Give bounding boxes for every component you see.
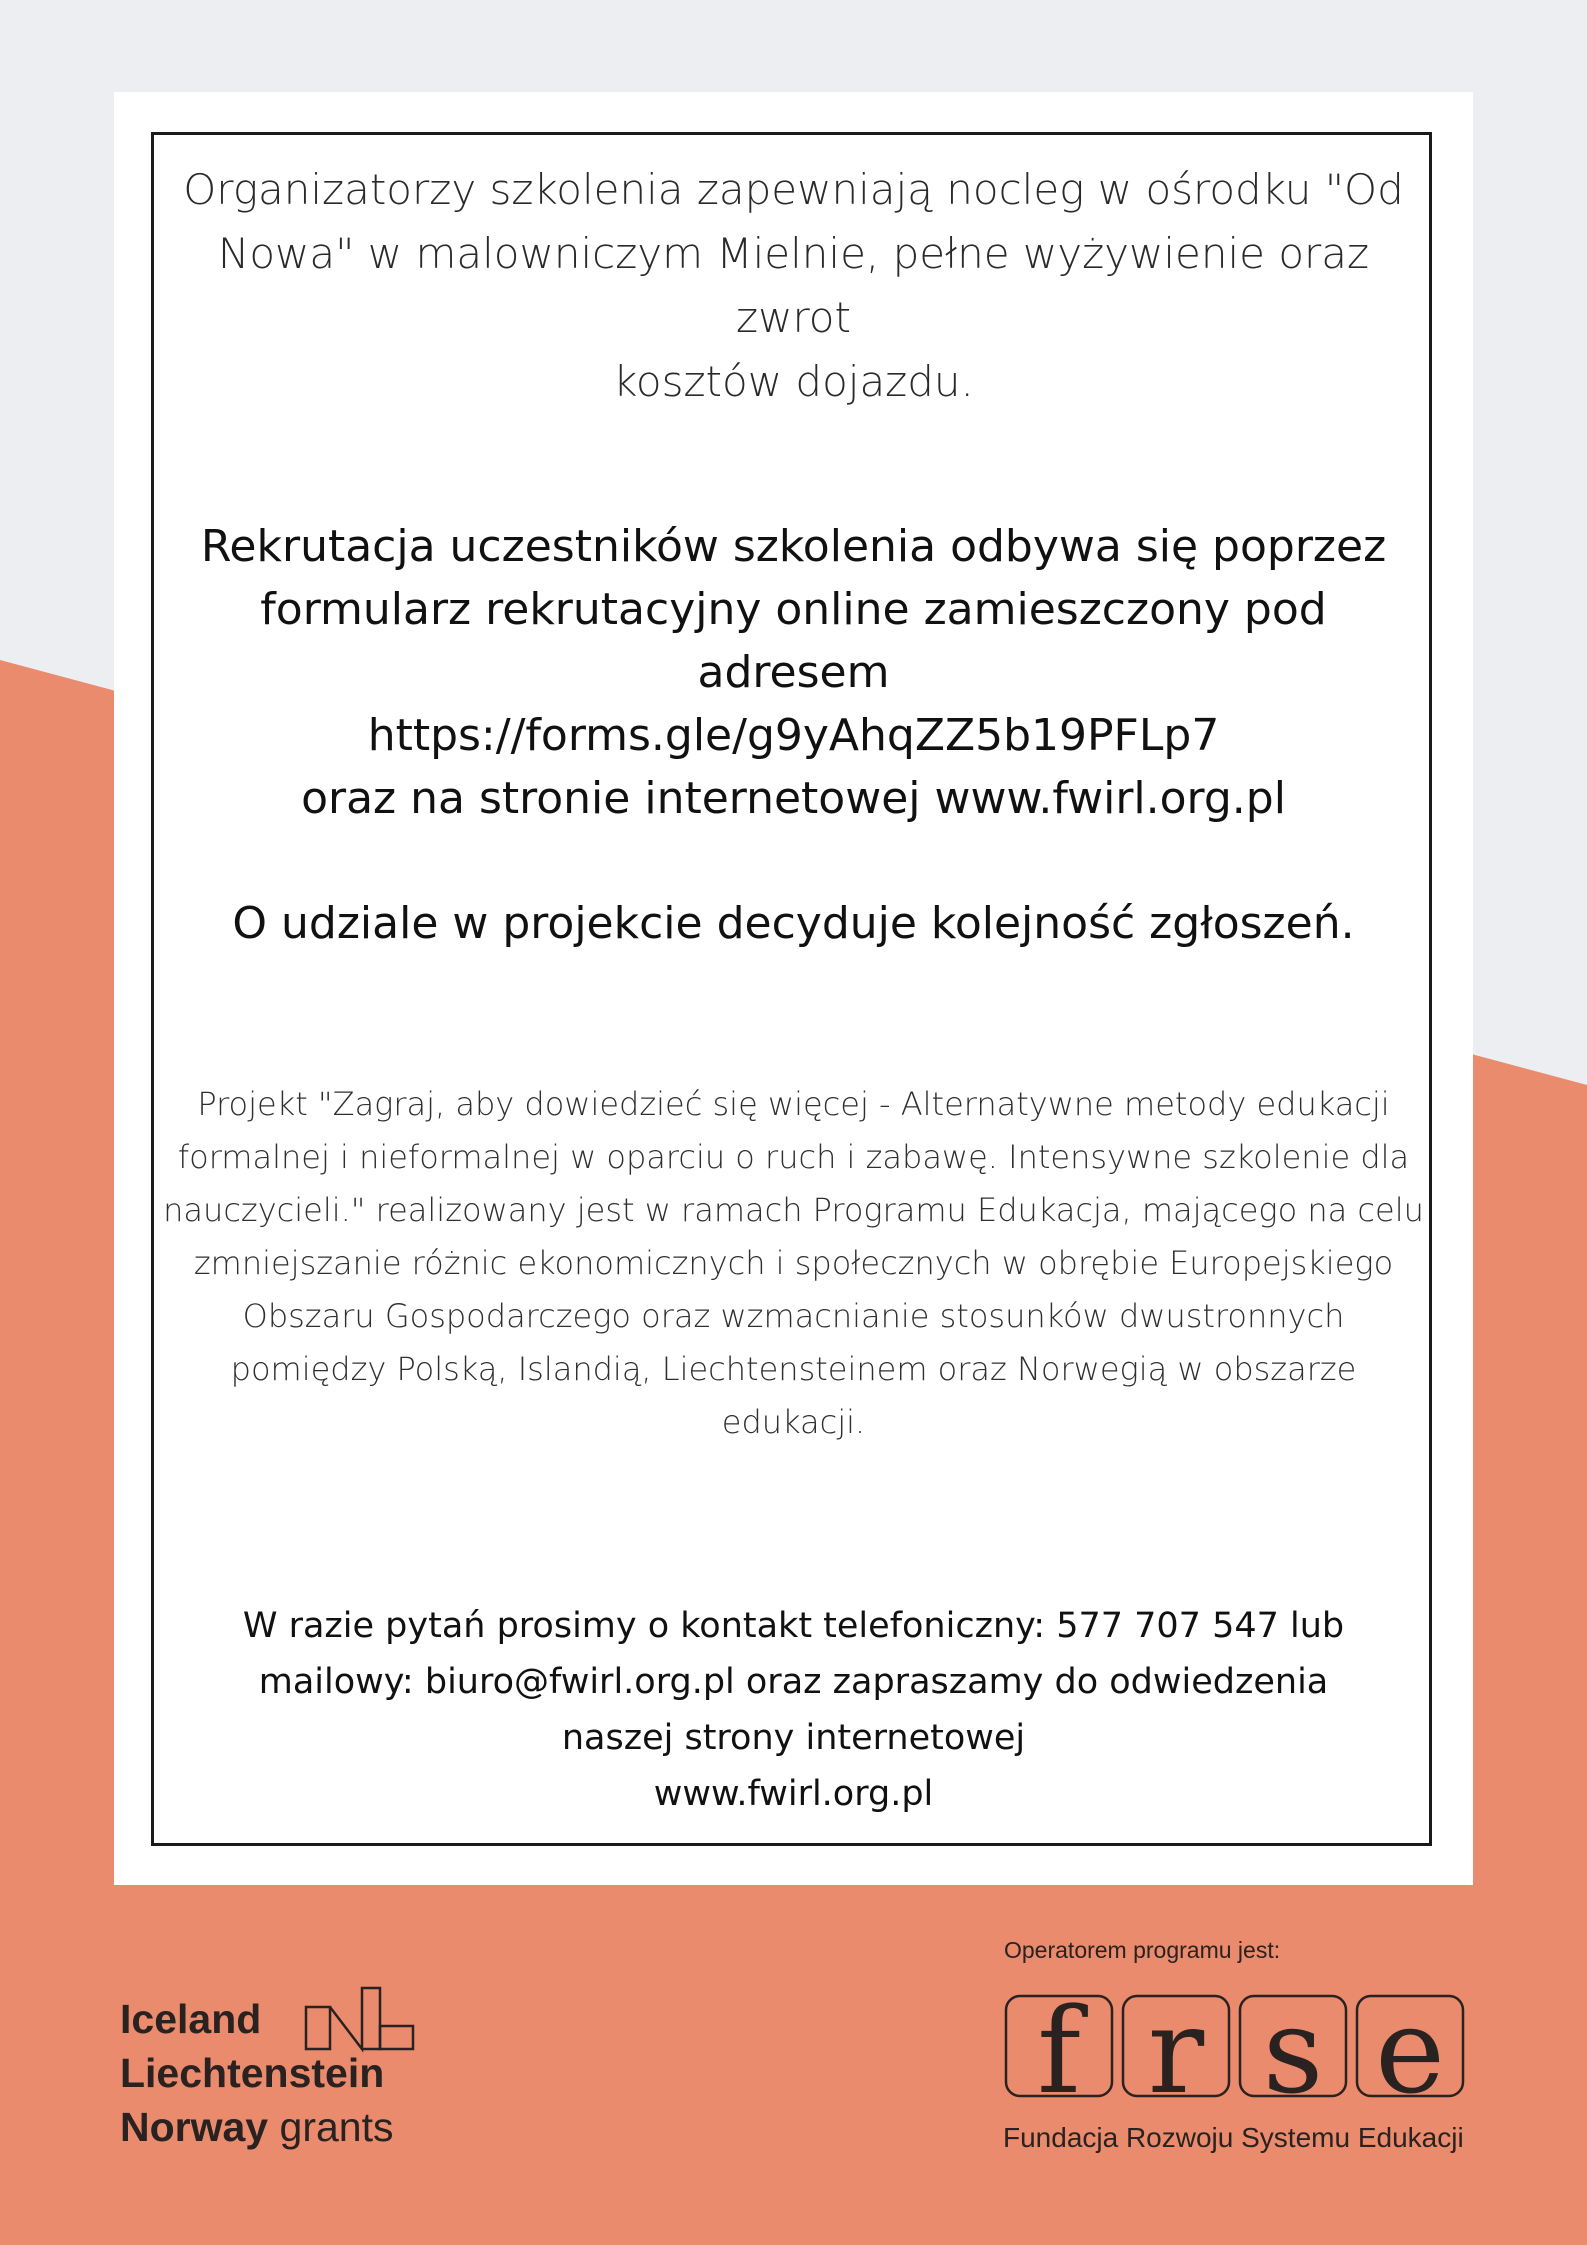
text-line: zmniejszanie różnic ekonomicznych i społecznych w obrębie Europejskiego <box>193 1244 1394 1282</box>
contact-paragraph <box>160 1598 1427 1822</box>
text-line: Projekt "Zagraj, aby dowiedzieć się więcej - Alternatywne metody edukacji <box>197 1085 1390 1123</box>
eea-line-iceland: Iceland <box>120 1996 262 2042</box>
project-description <box>160 1078 1427 1449</box>
frse-name: Fundacja Rozwoju Systemu Edukacji <box>1003 2122 1464 2153</box>
operator-caption: Operatorem programu jest: <box>1004 1937 1281 1963</box>
text-line: Obszaru Gospodarczego oraz wzmacnianie stosunków dwustronnych <box>242 1297 1345 1335</box>
eea-line-norway <box>120 2100 393 2154</box>
accommodation-paragraph <box>160 158 1427 414</box>
frse-letter: s <box>1262 1990 1324 2110</box>
website-link[interactable]: www.fwirl.org.pl <box>653 1774 934 1814</box>
text-line: pomiędzy Polską, Islandią, Liechtensteinem oraz Norwegią w obszarze <box>230 1350 1357 1388</box>
email-line[interactable]: mailowy: biuro@fwirl.org.pl oraz zapraszamy do odwiedzenia <box>258 1662 1329 1702</box>
text-line: Rekrutacja uczestników szkolenia odbywa się poprzez <box>200 521 1387 572</box>
frse-letter: r <box>1147 1990 1205 2110</box>
text-line: Organizatorzy szkolenia zapewniają nocleg w ośrodku "Od <box>183 165 1404 214</box>
frse-letter: e <box>1375 1990 1445 2110</box>
frse-letter: f <box>1037 1990 1081 2110</box>
text-line: naszej strony internetowej <box>561 1718 1026 1758</box>
phone-line: W razie pytań prosimy o kontakt telefoniczny: 577 707 547 lub <box>242 1606 1345 1646</box>
eea-line-liechtenstein: Liechtenstein <box>120 2050 385 2096</box>
text-line: edukacji. <box>721 1403 866 1441</box>
text-line: formalnej i nieformalnej w oparciu o ruch i zabawę. Intensywne szkolenie dla <box>177 1138 1410 1176</box>
text-line: formularz rekrutacyjny online zamieszczony pod adresem <box>260 584 1327 698</box>
frse-logo-icon <box>1003 1990 1473 2110</box>
text-line: nauczycieli." realizowany jest w ramach Programu Edukacja, mającego na celu <box>163 1191 1424 1229</box>
text-line: kosztów dojazdu. <box>613 357 974 406</box>
order-note: O udziale w projekcie decyduje kolejność zgłoszeń. <box>232 898 1355 949</box>
recruitment-paragraph <box>160 515 1427 830</box>
website-line[interactable]: oraz na stronie internetowej www.fwirl.org.pl <box>301 773 1286 824</box>
eea-norway: Norway <box>120 2104 269 2150</box>
eea-grants-wordmark <box>120 1992 393 2154</box>
text-line: Nowa" w malowniczym Mielnie, pełne wyżywienie oraz zwrot <box>217 229 1370 342</box>
eea-grants: grants <box>279 2104 394 2150</box>
form-url-link[interactable]: https://forms.gle/g9yAhqZZ5b19PFLp7 <box>367 710 1220 761</box>
